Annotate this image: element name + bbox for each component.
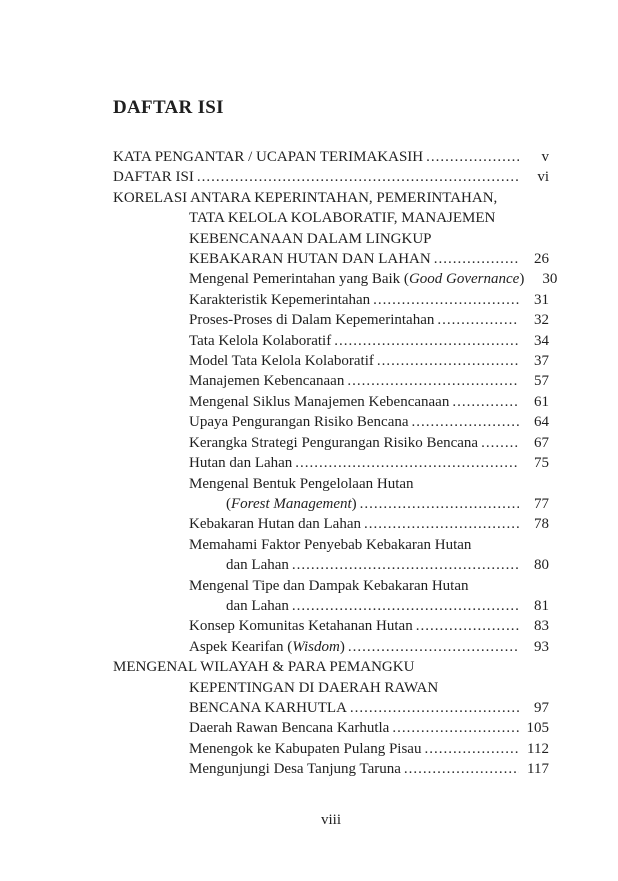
toc-page-number: 93 — [534, 638, 549, 655]
toc-entry-text: Konsep Komunitas Ketahanan Hutan — [189, 618, 413, 635]
leader-dots — [292, 596, 519, 616]
leader-dots — [373, 290, 519, 310]
leader-dots — [434, 249, 519, 269]
toc-line — [113, 310, 549, 330]
toc-line — [113, 229, 549, 249]
toc-line — [113, 453, 549, 473]
toc-entry-text: Mengunjungi Desa Tanjung Taruna — [189, 761, 401, 778]
toc-page-number: 57 — [534, 373, 549, 390]
toc-entry-text: Manajemen Kebencanaan — [189, 373, 345, 390]
toc-entry-text: Tata Kelola Kolaboratif — [189, 332, 332, 349]
toc-line — [113, 555, 549, 575]
leader-dots — [197, 167, 519, 187]
toc-line — [113, 596, 549, 616]
toc-page-number: 32 — [534, 312, 549, 329]
toc-line — [113, 698, 549, 718]
toc-line — [113, 657, 549, 677]
toc-entry-text: KEPENTINGAN DI DAERAH RAWAN — [189, 679, 439, 696]
toc-page-number: 37 — [534, 353, 549, 370]
leader-dots — [426, 147, 519, 167]
toc-line — [113, 147, 549, 167]
toc-line — [113, 167, 549, 187]
toc-line — [113, 474, 549, 494]
toc-line — [113, 535, 549, 555]
toc-page-number: 77 — [534, 495, 549, 512]
toc-entry-text: Upaya Pengurangan Risiko Bencana — [189, 414, 409, 431]
toc-page-number: 117 — [527, 761, 549, 778]
toc-page-number: 64 — [534, 414, 549, 431]
toc-line — [113, 208, 549, 228]
leader-dots — [295, 453, 519, 473]
toc-line — [113, 514, 549, 534]
toc-entry-text: Proses-Proses di Dalam Kepemerintahan — [189, 312, 435, 329]
toc-page-number: 81 — [534, 597, 549, 614]
toc-line — [113, 433, 549, 453]
leader-dots — [437, 310, 519, 330]
toc-list — [113, 147, 558, 780]
toc-line — [113, 351, 549, 371]
toc-entry-text: KEBAKARAN HUTAN DAN LAHAN — [189, 251, 431, 268]
toc-entry-text: MENGENAL WILAYAH & PARA PEMANGKU — [113, 659, 415, 676]
toc-page-number: 80 — [534, 557, 549, 574]
toc-entry-text: Karakteristik Kepemerintahan — [189, 291, 371, 308]
toc-entry-text: Hutan dan Lahan — [189, 455, 293, 472]
toc-entry-text: KORELASI ANTARA KEPERINTAHAN, PEMERINTAHAN, — [113, 189, 498, 206]
toc-line — [113, 412, 549, 432]
toc-entry-text: DAFTAR ISI — [113, 169, 194, 186]
toc-line — [113, 494, 549, 514]
toc-page-number: 26 — [534, 251, 549, 268]
toc-entry-text: Memahami Faktor Penyebab Kebakaran Hutan — [189, 536, 472, 553]
toc-page-number: 112 — [527, 740, 549, 757]
toc-line — [113, 637, 549, 657]
toc-entry-text: Mengenal Bentuk Pengelolaan Hutan — [189, 475, 414, 492]
toc-entry-text: KATA PENGANTAR / UCAPAN TERIMAKASIH — [113, 149, 424, 165]
toc-page-number: 78 — [534, 516, 549, 533]
leader-dots — [364, 514, 519, 534]
toc-line — [113, 188, 549, 208]
toc-entry-text: BENCANA KARHUTLA — [189, 699, 347, 716]
leader-dots — [334, 331, 519, 351]
leader-dots — [347, 371, 519, 391]
toc-line — [113, 290, 549, 310]
toc-page-number: 61 — [534, 393, 549, 410]
toc-line — [113, 392, 549, 412]
toc-page-number: 97 — [534, 699, 549, 716]
leader-dots — [481, 433, 519, 453]
toc-line — [113, 331, 549, 351]
footer-page-number: viii — [320, 812, 341, 828]
toc-line — [113, 269, 558, 289]
toc-page-number: 105 — [526, 720, 549, 737]
toc-entry-text: Mengenal Siklus Manajemen Kebencanaan — [189, 393, 450, 410]
leader-dots — [377, 351, 519, 371]
toc-page-number: 67 — [534, 434, 549, 451]
toc-entry-text: Model Tata Kelola Kolaboratif — [189, 353, 374, 370]
leader-dots — [350, 698, 519, 718]
toc-entry-text: Mengenal Tipe dan Dampak Kebakaran Hutan — [189, 577, 469, 594]
leader-dots — [452, 392, 519, 412]
toc-entry-text: Aspek Kearifan (Wisdom) — [189, 638, 345, 655]
toc-entry-text: Menengok ke Kabupaten Pulang Pisau — [189, 740, 422, 757]
toc-entry-text: dan Lahan — [226, 557, 289, 574]
toc-page-number: 31 — [534, 291, 549, 308]
toc-entry-text: (Forest Management) — [226, 495, 357, 512]
toc-page-number: v — [541, 149, 549, 165]
leader-dots — [404, 759, 519, 779]
toc-entry-text: dan Lahan — [226, 597, 289, 614]
toc-line — [113, 678, 549, 698]
leader-dots — [424, 739, 519, 759]
leader-dots — [360, 494, 519, 514]
page-title: DAFTAR ISI — [113, 97, 224, 118]
leader-dots — [292, 555, 519, 575]
toc-entry-text: Kerangka Strategi Pengurangan Risiko Bencana — [189, 434, 479, 451]
toc-page-number: 75 — [534, 455, 549, 472]
toc-page-number: 34 — [534, 332, 549, 349]
toc-line — [113, 616, 549, 636]
toc-line — [113, 249, 549, 269]
toc-entry-text: KEBENCANAAN DALAM LINGKUP — [189, 230, 432, 247]
toc-page-number: 83 — [534, 618, 549, 635]
leader-dots — [392, 718, 519, 738]
leader-dots — [416, 616, 519, 636]
toc-entry-text: TATA KELOLA KOLABORATIF, MANAJEMEN — [189, 210, 496, 227]
toc-line — [113, 759, 549, 779]
toc-line — [113, 371, 549, 391]
toc-line — [113, 739, 549, 759]
toc-entry-text: Daerah Rawan Bencana Karhutla — [189, 720, 390, 737]
leader-dots — [348, 637, 519, 657]
toc-line — [113, 576, 549, 596]
toc-line — [113, 718, 549, 738]
toc-entry-text: Mengenal Pemerintahan yang Baik (Good Governance) — [189, 271, 525, 288]
leader-dots — [412, 412, 519, 432]
toc-page-number: vi — [537, 169, 549, 186]
toc-page-number: 30 — [542, 271, 558, 288]
toc-entry-text: Kebakaran Hutan dan Lahan — [189, 516, 362, 533]
